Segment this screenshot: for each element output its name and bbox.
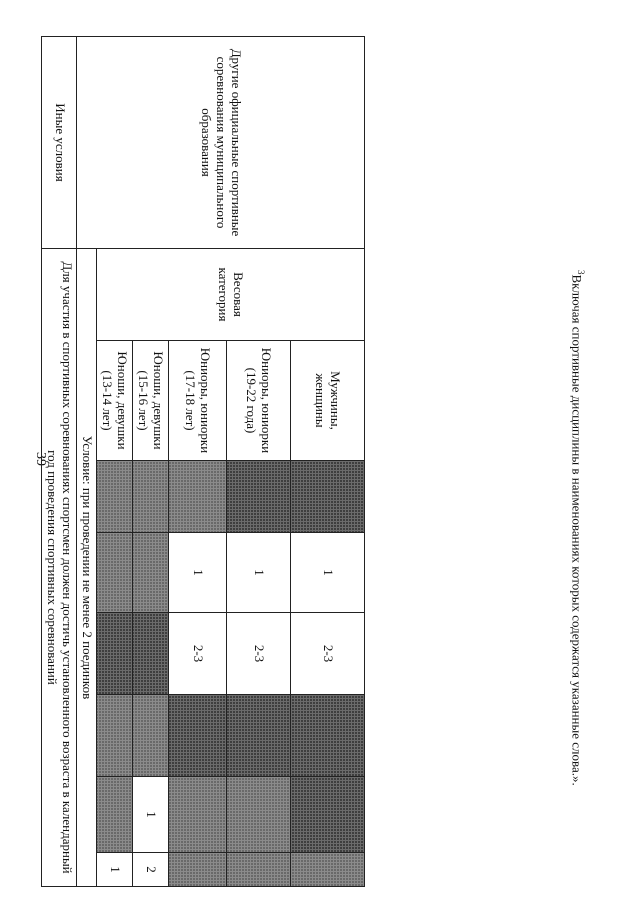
table-cell: 2-3: [169, 613, 227, 695]
table-cell: [97, 461, 133, 533]
row-label: Мужчины, женщины: [291, 341, 365, 461]
row-label: Юноши, девушки (15-16 лет): [133, 341, 169, 461]
table-cell: [227, 853, 291, 887]
other-conditions-text: Для участия в спортивных соревнованиях спортсмен должен достичь установленного возраста в календарный год проведения спортивных соревнований: [42, 249, 77, 887]
table-cell: [169, 853, 227, 887]
table-cell: [133, 533, 169, 613]
table-row: [291, 37, 365, 887]
footnote-mark: 3: [576, 270, 586, 275]
footnote-text: Включая спортивные дисциплины в наименованиях которых содержатся указанные слова.».: [569, 274, 585, 786]
table-cell: 1: [291, 533, 365, 613]
table-cell: 2: [133, 853, 169, 887]
condition-cell: Условие: при проведении не менее 2 поединков: [77, 249, 97, 887]
table-cell: [291, 777, 365, 853]
other-conditions-label: Иные условия: [42, 37, 77, 249]
table-cell: [133, 695, 169, 777]
weight-category-cell: Весовая категория: [97, 249, 365, 341]
table-cell: [169, 695, 227, 777]
rotated-table-container: [45, 36, 365, 886]
table-cell: [97, 533, 133, 613]
table-cell: 1: [169, 533, 227, 613]
row-label: Юниоры, юниорки (17-18 лет): [169, 341, 227, 461]
table-cell: [291, 853, 365, 887]
table-cell: [133, 461, 169, 533]
table-cell: [227, 777, 291, 853]
table-cell: [227, 695, 291, 777]
table-row: [42, 37, 77, 887]
table-cell: [169, 777, 227, 853]
row-label: Юниоры, юниорки (19-22 года): [227, 341, 291, 461]
table-cell: [97, 695, 133, 777]
competition-table: [41, 36, 365, 887]
table-cell: 2-3: [227, 613, 291, 695]
table-cell: [97, 613, 133, 695]
footnote: [569, 270, 586, 880]
table-cell: [169, 461, 227, 533]
table-cell: 1: [227, 533, 291, 613]
table-cell: 1: [133, 777, 169, 853]
table-cell: [291, 695, 365, 777]
table-cell: 2-3: [291, 613, 365, 695]
group-label-cell: Другие официальные спортивные соревнования муниципального образования: [77, 37, 365, 249]
table-cell: [291, 461, 365, 533]
table-cell: [97, 777, 133, 853]
table-cell: [227, 461, 291, 533]
page-number: 39: [33, 452, 48, 466]
table-cell: [133, 613, 169, 695]
table-cell: 1: [97, 853, 133, 887]
row-label: Юноши, девушки (13-14 лет): [97, 341, 133, 461]
